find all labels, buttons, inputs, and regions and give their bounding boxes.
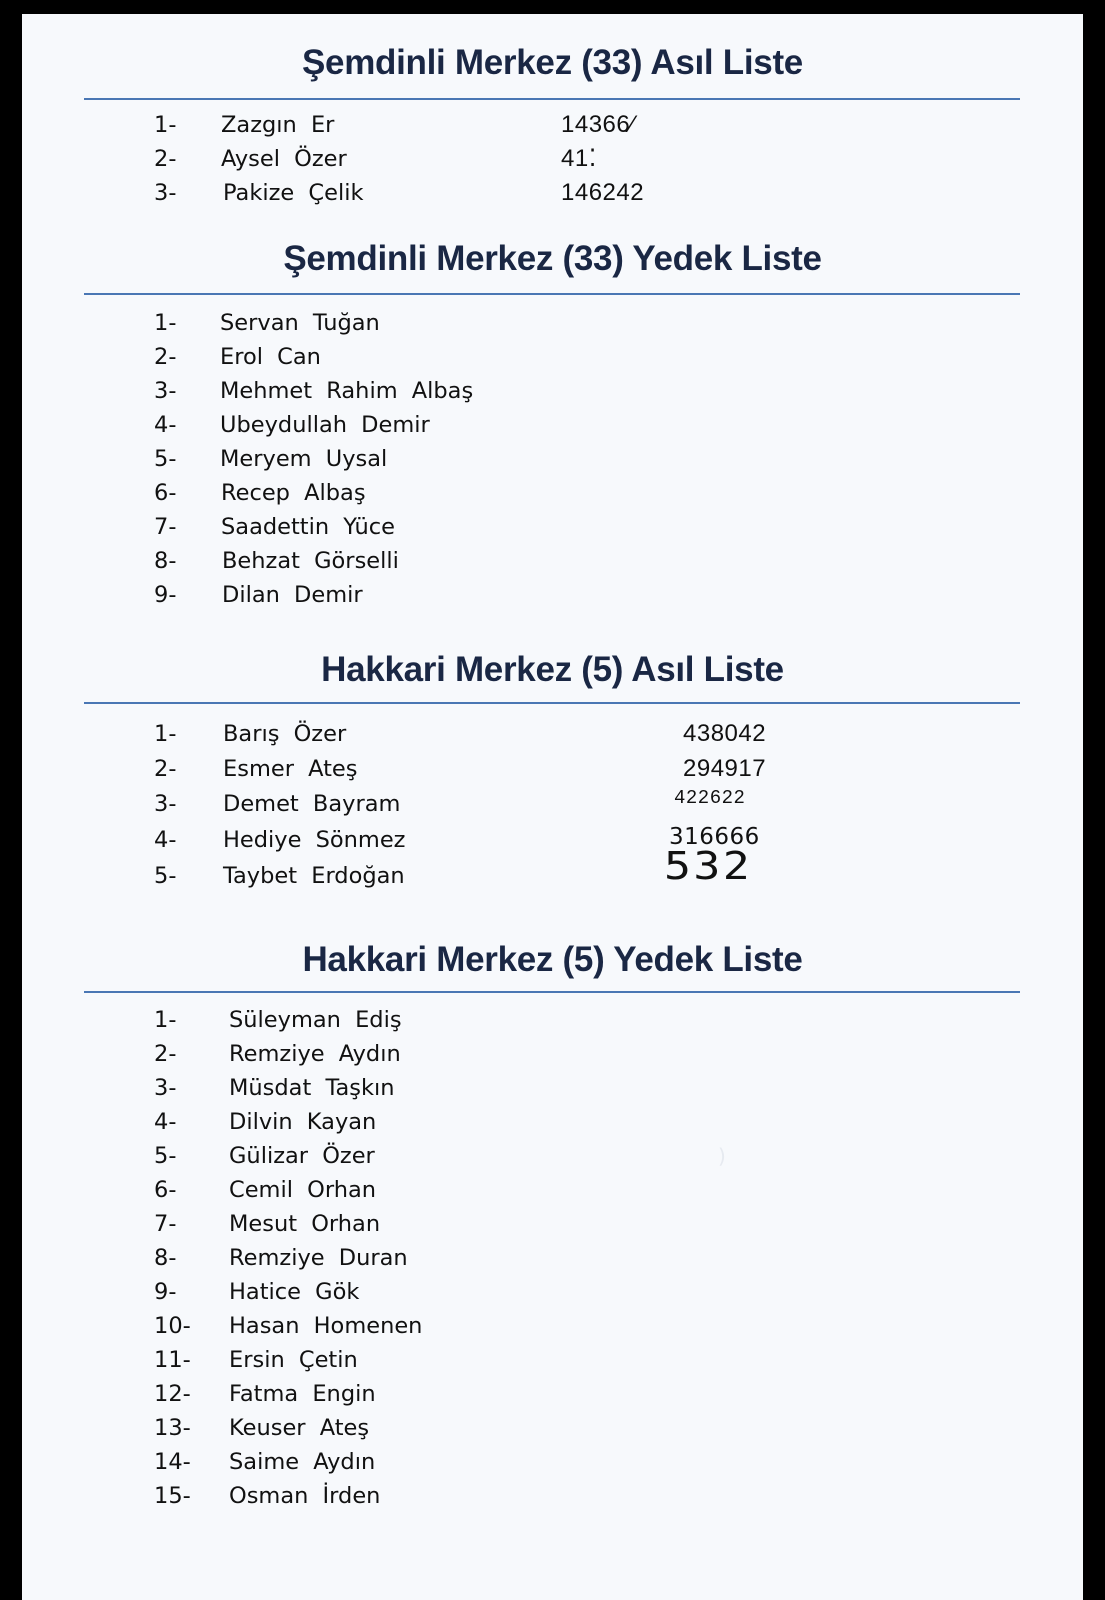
row-number: 1- [154, 112, 177, 138]
candidate-name: Hatice Gök [229, 1279, 360, 1305]
row-number: 4- [154, 827, 177, 853]
list-item [0, 1377, 1105, 1411]
candidate-name: Gülizar Özer [229, 1143, 375, 1169]
list-item [0, 408, 1105, 442]
candidate-name: Behzat Görselli [222, 548, 399, 574]
section-divider [84, 991, 1020, 993]
row-number: 13- [154, 1415, 191, 1441]
row-number: 6- [154, 1177, 177, 1203]
candidate-name: Saime Aydın [229, 1449, 376, 1475]
list-item [0, 142, 1105, 176]
list-item [0, 1139, 1105, 1173]
section-title-hakkari-yedek: Hakkari Merkez (5) Yedek Liste [302, 940, 803, 979]
list-semdinli-yedek [0, 306, 1105, 612]
row-number: 4- [154, 412, 177, 438]
list-item [0, 1309, 1105, 1343]
candidate-value: 146242 [561, 179, 645, 206]
row-number: 2- [154, 756, 177, 782]
candidate-name: Dilan Demir [222, 582, 363, 608]
row-number: 3- [154, 791, 177, 817]
list-item [0, 340, 1105, 374]
candidate-name: Müsdat Taşkın [229, 1075, 395, 1101]
list-item [0, 823, 1105, 859]
list-item [0, 1343, 1105, 1377]
row-number: 3- [154, 1075, 177, 1101]
candidate-name: Meryem Uysal [220, 446, 388, 472]
list-item [0, 752, 1105, 787]
list-item [0, 578, 1105, 612]
row-number: 3- [154, 180, 177, 206]
list-item [0, 306, 1105, 340]
row-number: 2- [154, 344, 177, 370]
section-divider [84, 98, 1020, 100]
candidate-name: Ubeydullah Demir [220, 412, 430, 438]
row-number: 14- [154, 1449, 191, 1475]
candidate-name: Mehmet Rahim Albaş [220, 378, 474, 404]
candidate-name: Aysel Özer [221, 146, 347, 172]
candidate-name: Zazgın Er [221, 112, 335, 138]
row-number: 2- [154, 1041, 177, 1067]
candidate-name: Erol Can [220, 344, 321, 370]
list-item [0, 1071, 1105, 1105]
row-number: 5- [154, 863, 177, 889]
candidate-value: 14366⁄ [561, 111, 635, 138]
list-item [0, 1173, 1105, 1207]
candidate-value: 438042 [683, 720, 767, 747]
candidate-name: Hediye Sönmez [223, 827, 406, 853]
row-number: 11- [154, 1347, 191, 1373]
list-item [0, 787, 1105, 823]
row-number: 1- [154, 1007, 177, 1033]
candidate-value: 294917 [683, 755, 767, 782]
list-item [0, 176, 1105, 210]
candidate-name: Keuser Ateş [229, 1415, 370, 1441]
candidate-name: Cemil Orhan [229, 1177, 376, 1203]
candidate-name: Remziye Aydın [229, 1041, 401, 1067]
candidate-name: Saadettin Yüce [221, 514, 395, 540]
list-item [0, 1003, 1105, 1037]
candidate-name: Mesut Orhan [229, 1211, 381, 1237]
row-number: 12- [154, 1381, 191, 1407]
candidate-name: Servan Tuğan [220, 310, 380, 336]
section-title-hakkari-asil: Hakkari Merkez (5) Asıl Liste [321, 650, 784, 689]
row-number: 7- [154, 514, 177, 540]
row-number: 7- [154, 1211, 177, 1237]
list-item [0, 1275, 1105, 1309]
row-number: 2- [154, 146, 177, 172]
row-number: 5- [154, 1143, 177, 1169]
candidate-value: 316666 [669, 824, 760, 850]
candidate-value: 41⁚ [561, 145, 597, 172]
row-number: 1- [154, 721, 177, 747]
list-semdinli-asil [0, 108, 1105, 210]
list-item [0, 1105, 1105, 1139]
list-item [0, 717, 1105, 752]
section-divider [84, 702, 1020, 704]
list-item [0, 108, 1105, 142]
section-title-semdinli-yedek: Şemdinli Merkez (33) Yedek Liste [283, 239, 822, 278]
list-item [0, 476, 1105, 510]
row-number: 5- [154, 446, 177, 472]
row-number: 9- [154, 1279, 177, 1305]
list-hakkari-asil [0, 717, 1105, 895]
row-number: 6- [154, 480, 177, 506]
candidate-name: Demet Bayram [223, 791, 401, 817]
candidate-name: Recep Albaş [221, 480, 366, 506]
candidate-name: Pakize Çelik [223, 180, 364, 206]
candidate-name: Fatma Engin [229, 1381, 376, 1407]
row-number: 4- [154, 1109, 177, 1135]
row-number: 9- [154, 582, 177, 608]
candidate-value: ) [718, 1144, 726, 1168]
candidate-value: 532 [664, 844, 753, 888]
candidate-name: Remziye Duran [229, 1245, 408, 1271]
list-item [0, 544, 1105, 578]
list-item [0, 1037, 1105, 1071]
list-item [0, 442, 1105, 476]
candidate-name: Ersin Çetin [229, 1347, 358, 1373]
list-item [0, 1241, 1105, 1275]
row-number: 1- [154, 310, 177, 336]
list-item [0, 374, 1105, 408]
row-number: 10- [154, 1313, 191, 1339]
section-divider [84, 293, 1020, 295]
candidate-name: Dilvin Kayan [229, 1109, 377, 1135]
candidate-name: Esmer Ateş [223, 756, 358, 782]
list-item [0, 844, 1105, 895]
list-item [0, 1207, 1105, 1241]
candidate-name: Barış Özer [223, 721, 347, 747]
list-hakkari-yedek [0, 1003, 1105, 1513]
candidate-name: Osman İrden [229, 1483, 381, 1509]
candidate-name: Süleyman Ediş [229, 1007, 402, 1033]
candidate-name: Taybet Erdoğan [223, 863, 405, 889]
list-item [0, 1445, 1105, 1479]
list-item [0, 1411, 1105, 1445]
list-item [0, 1479, 1105, 1513]
row-number: 3- [154, 378, 177, 404]
list-item [0, 510, 1105, 544]
row-number: 8- [154, 548, 177, 574]
row-number: 15- [154, 1483, 191, 1509]
section-title-semdinli-asil: Şemdinli Merkez (33) Asıl Liste [302, 43, 803, 82]
row-number: 8- [154, 1245, 177, 1271]
candidate-name: Hasan Homenen [229, 1313, 423, 1339]
candidate-value: 422622 [674, 787, 746, 809]
